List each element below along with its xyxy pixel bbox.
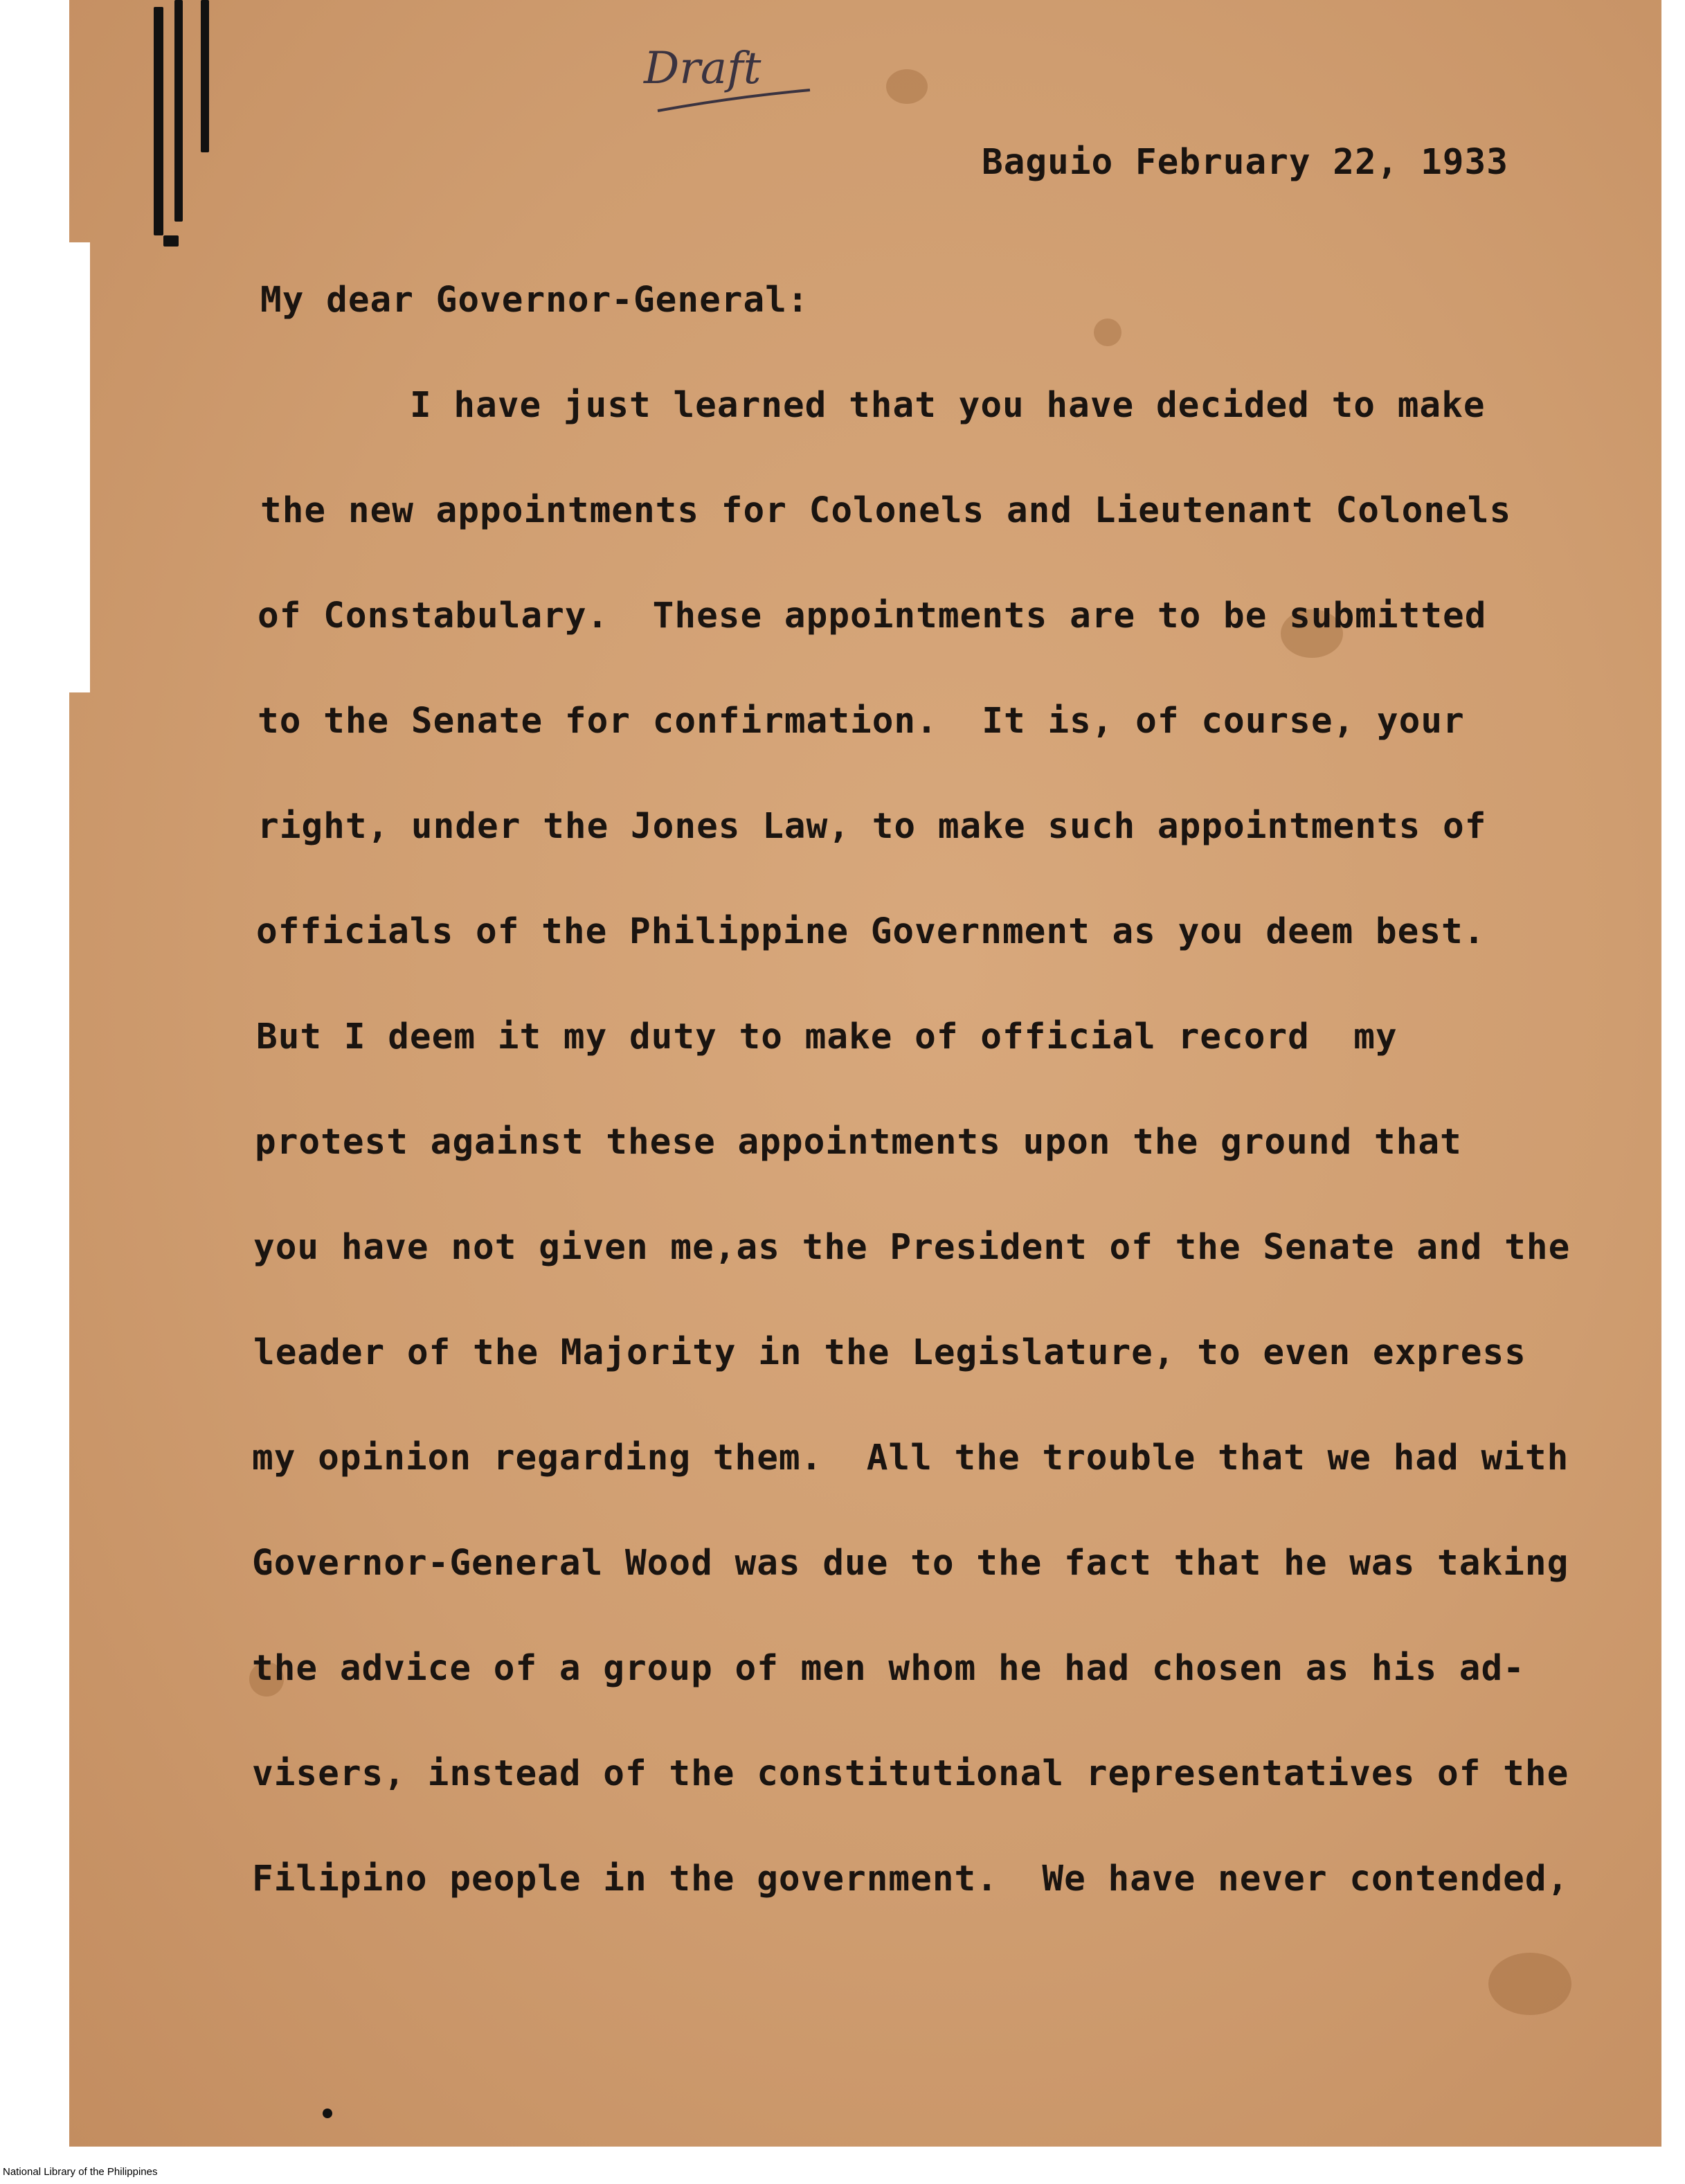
torn-edge [69,242,90,692]
body-line: visers, instead of the constitutional representatives of the [252,1753,1569,1794]
binding-mark [174,0,183,222]
body-line: to the Senate for confirmation. It is, of course, your [258,701,1465,742]
body-line: But I deem it my duty to make of official record my [256,1017,1398,1057]
body-line: Governor-General Wood was due to the fact that he was taking [252,1543,1569,1584]
body-line: Filipino people in the government. We have never contended, [252,1859,1569,1899]
library-credit: National Library of the Philippines [3,2166,158,2178]
stain [886,69,928,104]
body-line: leader of the Majority in the Legislature, to even express [253,1332,1526,1373]
body-line: you have not given me,as the President of the Senate and the [253,1227,1571,1268]
binding-mark [154,7,163,235]
body-line: I have just learned that you have decided to make [410,385,1486,426]
body-line: of Constabulary. These appointments are to be submitted [258,596,1487,636]
body-line: my opinion regarding them. All the trouble that we had with [252,1438,1569,1478]
body-line: right, under the Jones Law, to make such appointments of [258,806,1487,847]
dateline: Baguio February 22, 1933 [982,142,1508,183]
binding-mark [163,235,179,247]
stain [1488,1953,1571,2015]
binding-mark [201,0,209,152]
draft-note-text: Draft [644,43,762,94]
handwritten-draft-note [637,28,831,132]
body-line: the advice of a group of men whom he had chosen as his ad- [252,1648,1525,1689]
salutation: My dear Governor-General: [260,280,809,321]
body-line: officials of the Philippine Government as you deem best. [256,911,1486,952]
stain [1094,319,1121,346]
letter-paper [69,0,1661,2147]
ink-dot [323,2109,332,2118]
body-line: the new appointments for Colonels and Lieutenant Colonels [260,490,1512,531]
body-line: protest against these appointments upon the ground that [255,1122,1462,1163]
